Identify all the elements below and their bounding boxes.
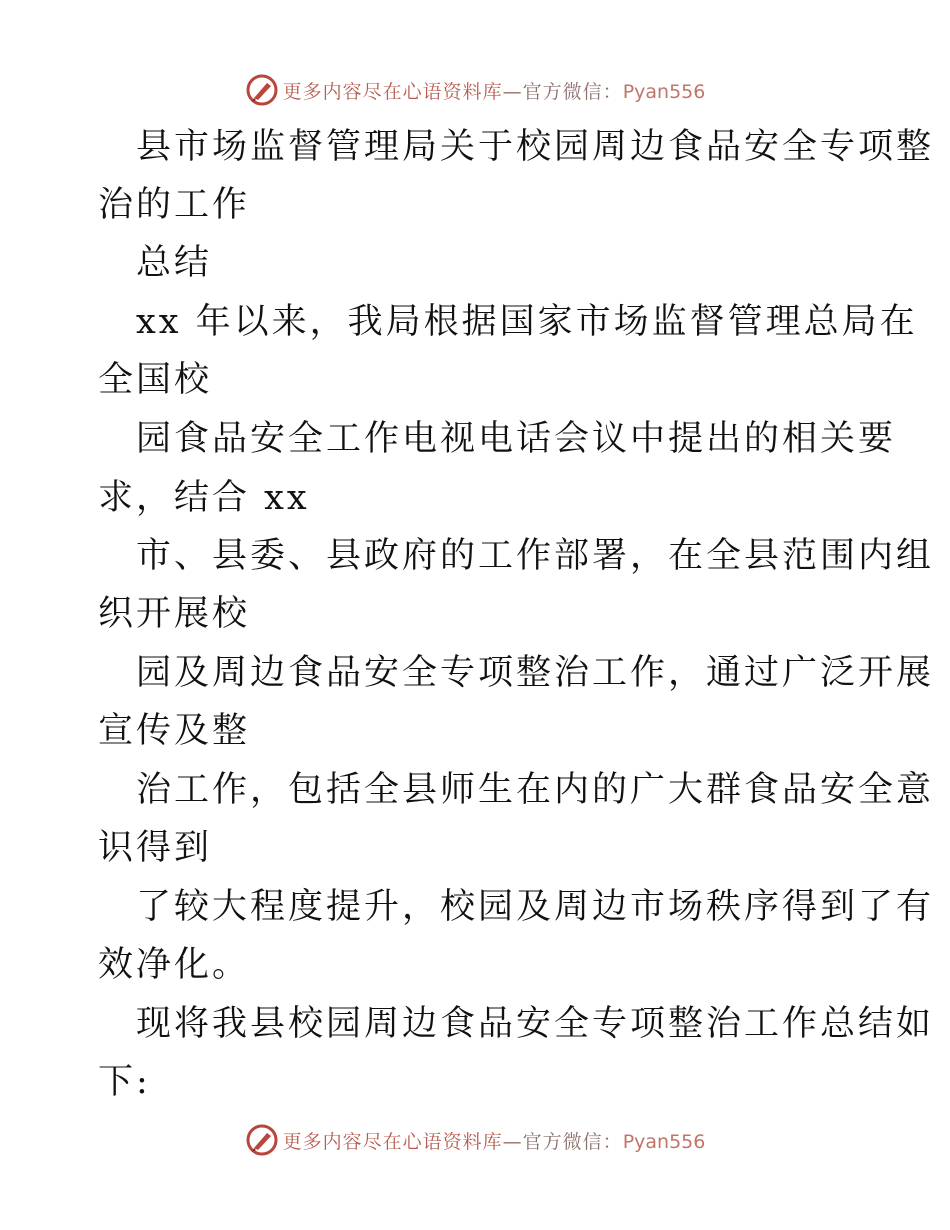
watermark-banner-bottom <box>0 1120 950 1160</box>
text-line: 市、县委、县政府的工作部署，在全县范围内组 <box>136 536 935 576</box>
text-line: 下: <box>98 1062 151 1102</box>
title-line-3: 总结 <box>136 243 213 283</box>
text-line: 识得到 <box>98 828 213 868</box>
watermark-banner-top <box>0 70 950 110</box>
text-line: xx 年以来，我局根据国家市场监督管理总局在 <box>136 302 918 342</box>
text-line: 了较大程度提升，校园及周边市场秩序得到了有 <box>136 887 935 927</box>
text-line: 宣传及整 <box>98 711 251 751</box>
text-line: 园及周边食品安全专项整治工作，通过广泛开展 <box>136 653 935 693</box>
text-line: 园食品安全工作电视电话会议中提出的相关要 <box>136 419 897 459</box>
text-line: 求，结合 xx <box>98 478 310 518</box>
text-line: 全国校 <box>98 360 213 400</box>
watermark-text: 更多内容尽在心语资料库—官方微信：Pyan556 <box>282 80 706 103</box>
text-line: 效净化。 <box>98 945 251 985</box>
title-line-2: 治的工作 <box>98 185 251 225</box>
pen-logo-icon <box>245 1123 279 1157</box>
text-line: 治工作，包括全县师生在内的广大群食品安全意 <box>136 770 935 810</box>
watermark-text: 更多内容尽在心语资料库—官方微信：Pyan556 <box>282 1130 706 1153</box>
pen-logo-icon <box>245 73 279 107</box>
text-line: 织开展校 <box>98 594 251 634</box>
text-line: 现将我县校园周边食品安全专项整治工作总结如 <box>136 1004 935 1044</box>
title-line-1: 县市场监督管理局关于校园周边食品安全专项整 <box>136 127 935 167</box>
